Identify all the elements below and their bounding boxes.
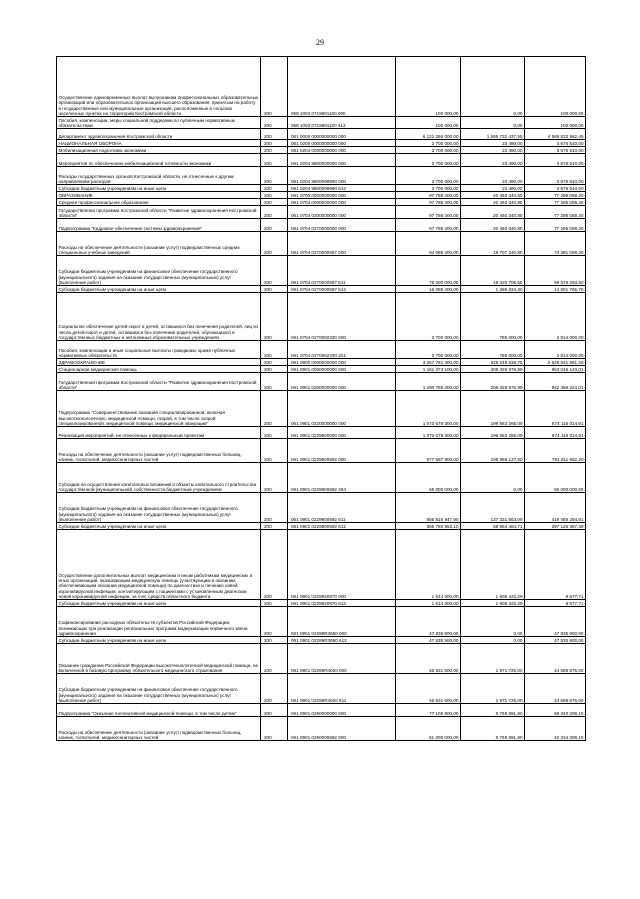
row-code-cell: 200 (261, 232, 288, 256)
row-name-cell: Государственная программа Костромской области "Развитие здравоохранения Костромской области" (57, 373, 261, 391)
table-row (57, 717, 586, 741)
row-code-cell: 200 (261, 117, 288, 129)
page-number: 29 (316, 38, 324, 47)
row-remaining-cell: 77 295 059,20 (525, 199, 586, 206)
row-name-cell: Оказание гражданам Российской Федерации высокотехнологичной медицинской помощи, не включенной в базовую программу обязательного медицинского страхования (57, 644, 261, 674)
row-name-cell: ЗДРАВООХРАНЕНИЕ (57, 359, 261, 366)
row-kbk-cell: 061 0901 0000000000 000 (288, 366, 396, 373)
row-name-cell: Субсидии бюджетным учреждениям на иные цели (57, 600, 261, 607)
budget-execution-table (56, 56, 586, 741)
row-executed-cell: 786 000,00 (461, 293, 525, 341)
row-remaining-cell: 874 116 014,91 (525, 427, 586, 439)
row-kbk-cell: 061 0901 0200000000 000 (288, 373, 396, 391)
row-plan-cell: 78 000 000,00 (396, 256, 461, 286)
table-row (57, 674, 586, 704)
row-executed-cell: 23 490,00 (461, 154, 525, 167)
table-row (57, 256, 586, 286)
row-executed-cell: 23 490,00 (461, 167, 525, 185)
row-code-cell: 200 (261, 493, 288, 523)
row-kbk-cell: 061 0704 0270000597 611 (288, 256, 396, 286)
row-executed-cell: 199 563 285,09 (461, 391, 525, 427)
table-row (57, 373, 586, 391)
row-plan-cell: 1 614 000,00 (396, 530, 461, 600)
row-executed-cell: 1 605 422,29 (461, 530, 525, 600)
row-plan-cell: 977 597 800,00 (396, 439, 461, 463)
row-remaining-cell: 3 676 510,00 (525, 167, 586, 185)
row-kbk-cell: 061 0704 0200000000 000 (288, 206, 396, 219)
row-name-cell: Осуществление дополнительных выплат медицинским и иным работникам медицинских и иных организаций, оказывающим медицинскую помощь (участвующим в оказании, обеспечивающим оказание медицинской помощи) по диагностике и лечению новой коронавирусной инфекции, контактирующим с пациентами с установленным диагнозом новой коронавирусной инфекции, за счет средств областного бюджета (57, 530, 261, 600)
table-row (57, 341, 586, 359)
table-row (57, 167, 586, 185)
row-remaining-cell: 953 045 123,01 (525, 366, 586, 373)
row-kbk-cell: 061 0901 02299R3650 000 (288, 607, 396, 637)
row-name-cell: Расходы на обеспечение деятельности (оказание услуг) подведомственных средних специальных учебных заведений (57, 232, 261, 256)
row-remaining-cell: 77 295 059,20 (525, 206, 586, 219)
row-remaining-cell: 3 676 510,00 (525, 140, 586, 147)
table-row (57, 147, 586, 154)
row-executed-cell: 8 765 691,90 (461, 717, 525, 741)
row-kbk-cell: 061 0901 0229900592 000 (288, 439, 396, 463)
row-name-cell: Реализация мероприятий, не отнесенных к федеральным проектам (57, 427, 261, 439)
row-executed-cell: 1 971 725,00 (461, 644, 525, 674)
row-name-cell: Осуществление единовременных выплат выпускникам профессиональных образовательных организаций или образовательных организаций высшего образования, принятым на работу в государственные или муниципальные организации, расположенные в сельских населенных пунктах на территории Костромской области (57, 57, 261, 117)
row-kbk-cell: 058 1003 0719961100 000 (288, 57, 396, 117)
row-kbk-cell: 061 0901 0229900592 464 (288, 463, 396, 493)
row-name-cell: Подпрограмма "Совершенствование оказания специализированной, включая высокотехнологичную, медицинской помощи, скорой, в том числе скорой специализированной, медицинской помощи, медицинской эвакуации" (57, 391, 261, 427)
row-code-cell: 200 (261, 341, 288, 359)
row-plan-cell: 47 835 900,00 (396, 637, 461, 644)
table-row (57, 219, 586, 232)
row-kbk-cell: 061 0901 0220000000 000 (288, 391, 396, 427)
row-name-cell: Среднее профессиональное образование (57, 199, 261, 206)
row-kbk-cell: 061 0704 0270082330 321 (288, 341, 396, 359)
row-executed-cell: 23 490,00 (461, 140, 525, 147)
row-kbk-cell: 061 0901 0260000000 000 (288, 704, 396, 717)
row-code-cell: 200 (261, 463, 288, 493)
row-executed-cell: 20 493 340,80 (461, 199, 525, 206)
row-plan-cell: 1 073 679 300,00 (396, 391, 461, 427)
row-plan-cell: 100 000,00 (396, 57, 461, 117)
row-plan-cell: 1 614 000,00 (396, 600, 461, 607)
row-executed-cell: 195 986 137,80 (461, 439, 525, 463)
row-code-cell: 200 (261, 644, 288, 674)
row-code-cell: 200 (261, 129, 288, 140)
row-remaining-cell: 44 659 875,00 (525, 644, 586, 674)
row-name-cell: Расходы на обеспечение деятельности (оказание услуг) подведомственных больниц, клиник, госпиталей, медикосанитарных частей (57, 439, 261, 463)
row-code-cell: 200 (261, 286, 288, 293)
table-row (57, 391, 586, 427)
row-code-cell: 200 (261, 293, 288, 341)
row-kbk-cell: 061 0704 0270000597 612 (288, 286, 396, 293)
row-remaining-cell: 942 456 223,01 (525, 373, 586, 391)
row-executed-cell: 0,00 (461, 463, 525, 493)
row-code-cell: 200 (261, 359, 288, 366)
row-plan-cell: 355 780 852,10 (396, 523, 461, 530)
row-plan-cell: 97 788 400,00 (396, 219, 461, 232)
row-code-cell: 200 (261, 717, 288, 741)
row-kbk-cell: 061 0200 0000000000 000 (288, 140, 396, 147)
table-row (57, 199, 586, 206)
row-remaining-cell: 781 611 662,20 (525, 439, 586, 463)
row-kbk-cell: 061 0704 0270082330 000 (288, 293, 396, 341)
row-remaining-cell: 4 565 533 562,45 (525, 129, 586, 140)
row-code-cell: 200 (261, 530, 288, 600)
row-remaining-cell: 47 835 900,00 (525, 637, 586, 644)
row-plan-cell: 16 088 400,00 (396, 286, 461, 293)
row-code-cell: 200 (261, 206, 288, 219)
row-plan-cell: 47 835 900,00 (396, 607, 461, 637)
row-plan-cell: 65 000 000,00 (396, 463, 461, 493)
row-code-cell: 200 (261, 256, 288, 286)
row-name-cell: Субсидии бюджетным учреждениям на иные цели (57, 286, 261, 293)
row-kbk-cell: 061 0901 02299R4020 611 (288, 674, 396, 704)
table-row (57, 600, 586, 607)
row-plan-cell: 100 000,00 (396, 117, 461, 129)
row-code-cell: 200 (261, 523, 288, 530)
table-row (57, 366, 586, 373)
row-name-cell: Департамент здравоохранения Костромской области (57, 129, 261, 140)
row-plan-cell: 3 700 000,00 (396, 154, 461, 167)
row-code-cell: 200 (261, 147, 288, 154)
row-executed-cell: 199 563 285,09 (461, 427, 525, 439)
row-code-cell: 200 (261, 192, 288, 199)
row-remaining-cell: 8 577,71 (525, 530, 586, 600)
row-code-cell: 200 (261, 373, 288, 391)
row-kbk-cell: 061 0000 0000000000 000 (288, 129, 396, 140)
row-remaining-cell: 100 000,00 (525, 57, 586, 117)
row-name-cell: Софинансирование расходных обязательств субъектов Российской Федерации, возникающих при реализации региональных программ модернизации первичного звена здравоохранения (57, 607, 261, 637)
table-row (57, 463, 586, 493)
row-plan-cell: 97 788 400,00 (396, 192, 461, 199)
row-name-cell: Субсидии бюджетным учреждениям на финансовое обеспечение государственного (муниципального) задания на оказание государственных (муниципальных) услуг (выполнение работ) (57, 256, 261, 286)
row-plan-cell: 3 700 000,00 (396, 167, 461, 185)
table-row (57, 232, 586, 256)
row-plan-cell: 46 631 600,00 (396, 674, 461, 704)
table-row (57, 117, 586, 129)
row-name-cell: Расходы государственных органов Костромской области, не отнесенные к другим направлениям расходов (57, 167, 261, 185)
row-plan-cell: 1 073 679 300,00 (396, 427, 461, 439)
table-row (57, 530, 586, 600)
row-executed-cell: 0,00 (461, 117, 525, 129)
row-executed-cell: 20 493 340,80 (461, 192, 525, 199)
row-kbk-cell: 061 0900 0000000000 000 (288, 359, 396, 366)
row-executed-cell: 1 286 634,30 (461, 286, 525, 293)
row-name-cell: Пособия, компенсации и иные социальные выплаты гражданам, кроме публичных нормативных обязательств (57, 341, 261, 359)
row-remaining-cell: 2 628 531 861,25 (525, 359, 586, 366)
table-row (57, 493, 586, 523)
row-name-cell: Мобилизационная подготовка экономики (57, 147, 261, 154)
row-executed-cell: 8 765 691,90 (461, 704, 525, 717)
row-plan-cell: 3 700 000,00 (396, 341, 461, 359)
row-name-cell: Социальное обеспечение детей-сирот и детей, оставшихся без попечения родителей, лиц из числа детей-сирот и детей, оставшихся без попечения родителей, обучающихся в государственных бюджетных и автономных образовательных учреждениях (57, 293, 261, 341)
table-row (57, 523, 586, 530)
row-kbk-cell: 061 0901 02299R4020 000 (288, 644, 396, 674)
row-name-cell: Пособия, компенсации, меры социальной поддержки по публичным нормативным обязательствам (57, 117, 261, 129)
row-kbk-cell: 061 0704 0000000000 000 (288, 199, 396, 206)
row-plan-cell: 556 816 947,90 (396, 493, 461, 523)
row-executed-cell: 1 605 422,29 (461, 600, 525, 607)
row-code-cell: 200 (261, 366, 288, 373)
row-plan-cell: 3 700 000,00 (396, 185, 461, 192)
row-remaining-cell: 42 234 308,10 (525, 717, 586, 741)
row-executed-cell: 1 555 732 437,55 (461, 129, 525, 140)
row-remaining-cell: 68 340 208,10 (525, 704, 586, 717)
row-remaining-cell: 77 295 059,20 (525, 219, 586, 232)
table-row (57, 607, 586, 637)
table-row (57, 427, 586, 439)
row-kbk-cell: 061 0901 0229920870 000 (288, 530, 396, 600)
row-name-cell: Субсидии бюджетным учреждениям на финансовое обеспечение государственного (муниципального) задания на оказание государственных (муниципальных) услуг (выполнение работ) (57, 674, 261, 704)
row-remaining-cell: 14 801 765,70 (525, 286, 586, 293)
row-plan-cell: 1 161 374 100,00 (396, 366, 461, 373)
table-row (57, 185, 586, 192)
row-kbk-cell: 061 0901 0229920870 612 (288, 600, 396, 607)
row-remaining-cell: 77 295 059,20 (525, 192, 586, 199)
row-code-cell: 200 (261, 607, 288, 637)
row-name-cell: Субсидии бюджетным учреждениям на иные цели (57, 185, 261, 192)
row-name-cell: Субсидии бюджетным учреждениям на иные цели (57, 523, 261, 530)
row-executed-cell: 23 490,00 (461, 147, 525, 154)
row-code-cell: 200 (261, 704, 288, 717)
table-row (57, 192, 586, 199)
row-kbk-cell: 061 0204 9800099990 612 (288, 185, 396, 192)
row-name-cell: Подпрограмма "Кадровое обеспечение системы здравоохранения" (57, 219, 261, 232)
row-name-cell: ОБРАЗОВАНИЕ (57, 192, 261, 199)
row-remaining-cell: 100 000,00 (525, 117, 586, 129)
row-executed-cell: 23 490,00 (461, 185, 525, 192)
row-code-cell: 200 (261, 439, 288, 463)
row-plan-cell: 51 000 000,00 (396, 717, 461, 741)
row-plan-cell: 3 700 000,00 (396, 140, 461, 147)
row-code-cell: 200 (261, 674, 288, 704)
table-row (57, 154, 586, 167)
row-kbk-cell: 061 0901 0229900000 000 (288, 427, 396, 439)
row-executed-cell: 0,00 (461, 57, 525, 117)
table-row (57, 637, 586, 644)
row-executed-cell: 629 249 538,75 (461, 359, 525, 366)
row-executed-cell: 0,00 (461, 607, 525, 637)
row-name-cell: Субсидии бюджетным учреждениям на иные цели (57, 637, 261, 644)
row-remaining-cell: 2 914 000,00 (525, 341, 586, 359)
row-code-cell: 200 (261, 427, 288, 439)
row-remaining-cell: 8 577,71 (525, 600, 586, 607)
row-plan-cell: 6 121 266 000,00 (396, 129, 461, 140)
row-remaining-cell: 3 676 510,00 (525, 154, 586, 167)
row-code-cell: 200 (261, 140, 288, 147)
row-remaining-cell: 44 659 875,00 (525, 674, 586, 704)
row-remaining-cell: 74 381 059,20 (525, 232, 586, 256)
row-executed-cell: 208 328 976,99 (461, 373, 525, 391)
row-remaining-cell: 2 914 000,00 (525, 293, 586, 341)
row-plan-cell: 1 150 785 200,00 (396, 373, 461, 391)
row-code-cell: 200 (261, 600, 288, 607)
table-row (57, 439, 586, 463)
table-row (57, 140, 586, 147)
row-executed-cell: 20 493 340,80 (461, 206, 525, 219)
row-plan-cell: 97 788 400,00 (396, 206, 461, 219)
row-remaining-cell: 3 676 510,00 (525, 147, 586, 154)
row-name-cell: Государственная программа Костромской области "Развитие здравоохранения Костромской области" (57, 206, 261, 219)
row-kbk-cell: 061 0901 0260000592 000 (288, 717, 396, 741)
row-plan-cell: 3 700 000,00 (396, 147, 461, 154)
row-plan-cell: 97 788 400,00 (396, 199, 461, 206)
row-executed-cell: 786 000,00 (461, 341, 525, 359)
table-row (57, 206, 586, 219)
table-row (57, 293, 586, 341)
row-remaining-cell: 47 835 900,00 (525, 607, 586, 637)
row-kbk-cell: 061 0901 0229900592 612 (288, 523, 396, 530)
row-name-cell: Подпрограмма "Оказание паллиативной медицинской помощи, в том числе детям" (57, 704, 261, 717)
row-kbk-cell: 061 0704 0270000000 000 (288, 219, 396, 232)
table-row (57, 644, 586, 674)
row-executed-cell: 208 328 976,99 (461, 366, 525, 373)
row-name-cell: Стационарная медицинская помощь (57, 366, 261, 373)
row-code-cell: 200 (261, 57, 288, 117)
row-remaining-cell: 65 000 000,00 (525, 463, 586, 493)
row-name-cell: Субсидии бюджетным учреждениям на финансовое обеспечение государственного (муниципального) задания на оказание государственных (муниципальных) услуг (выполнение работ) (57, 493, 261, 523)
row-code-cell: 200 (261, 154, 288, 167)
row-remaining-cell: 874 116 014,91 (525, 391, 586, 427)
table-row (57, 286, 586, 293)
row-kbk-cell: 061 0901 0229900592 611 (288, 493, 396, 523)
row-code-cell: 200 (261, 637, 288, 644)
table-row (57, 57, 586, 117)
row-executed-cell: 18 420 706,50 (461, 256, 525, 286)
row-remaining-cell: 419 485 294,81 (525, 493, 586, 523)
row-plan-cell: 94 088 400,00 (396, 232, 461, 256)
row-code-cell: 200 (261, 391, 288, 427)
row-name-cell: Мероприятия по обеспечению мобилизационной готовности экономики (57, 154, 261, 167)
row-code-cell: 200 (261, 199, 288, 206)
table-row (57, 129, 586, 140)
row-code-cell: 200 (261, 167, 288, 185)
row-executed-cell: 20 493 340,80 (461, 219, 525, 232)
row-kbk-cell: 061 0204 9800099990 000 (288, 167, 396, 185)
row-plan-cell: 3 700 000,00 (396, 293, 461, 341)
row-executed-cell: 137 331 653,09 (461, 493, 525, 523)
row-kbk-cell: 058 1003 0719961100 313 (288, 117, 396, 129)
row-name-cell: Субсидии на осуществление капитальных вложений в объекты капитального строительства государственной (муниципальной) собственности бюджетным учреждениям (57, 463, 261, 493)
row-executed-cell: 1 971 725,00 (461, 674, 525, 704)
row-kbk-cell: 061 0700 0000000000 000 (288, 192, 396, 199)
row-kbk-cell: 061 0901 02299R3650 612 (288, 637, 396, 644)
row-plan-cell: 77 105 900,00 (396, 704, 461, 717)
row-remaining-cell: 297 126 367,39 (525, 523, 586, 530)
row-executed-cell: 19 707 340,80 (461, 232, 525, 256)
row-executed-cell: 0,00 (461, 637, 525, 644)
row-name-cell: НАЦИОНАЛЬНАЯ ОБОРОНА (57, 140, 261, 147)
row-name-cell: Расходы на обеспечение деятельности (оказание услуг) подведомственных больниц, клиник, госпиталей, медикосанитарных частей (57, 717, 261, 741)
row-kbk-cell: 061 0704 0270000597 000 (288, 232, 396, 256)
table-row (57, 359, 586, 366)
row-plan-cell: 46 631 600,00 (396, 644, 461, 674)
table-row (57, 704, 586, 717)
row-executed-cell: 58 654 484,71 (461, 523, 525, 530)
row-code-cell: 200 (261, 219, 288, 232)
row-plan-cell: 3 257 781 400,00 (396, 359, 461, 366)
row-kbk-cell: 061 0204 0000000000 000 (288, 147, 396, 154)
row-code-cell: 200 (261, 185, 288, 192)
row-remaining-cell: 3 676 510,00 (525, 185, 586, 192)
row-kbk-cell: 061 0204 9800000000 000 (288, 154, 396, 167)
row-remaining-cell: 59 579 293,50 (525, 256, 586, 286)
